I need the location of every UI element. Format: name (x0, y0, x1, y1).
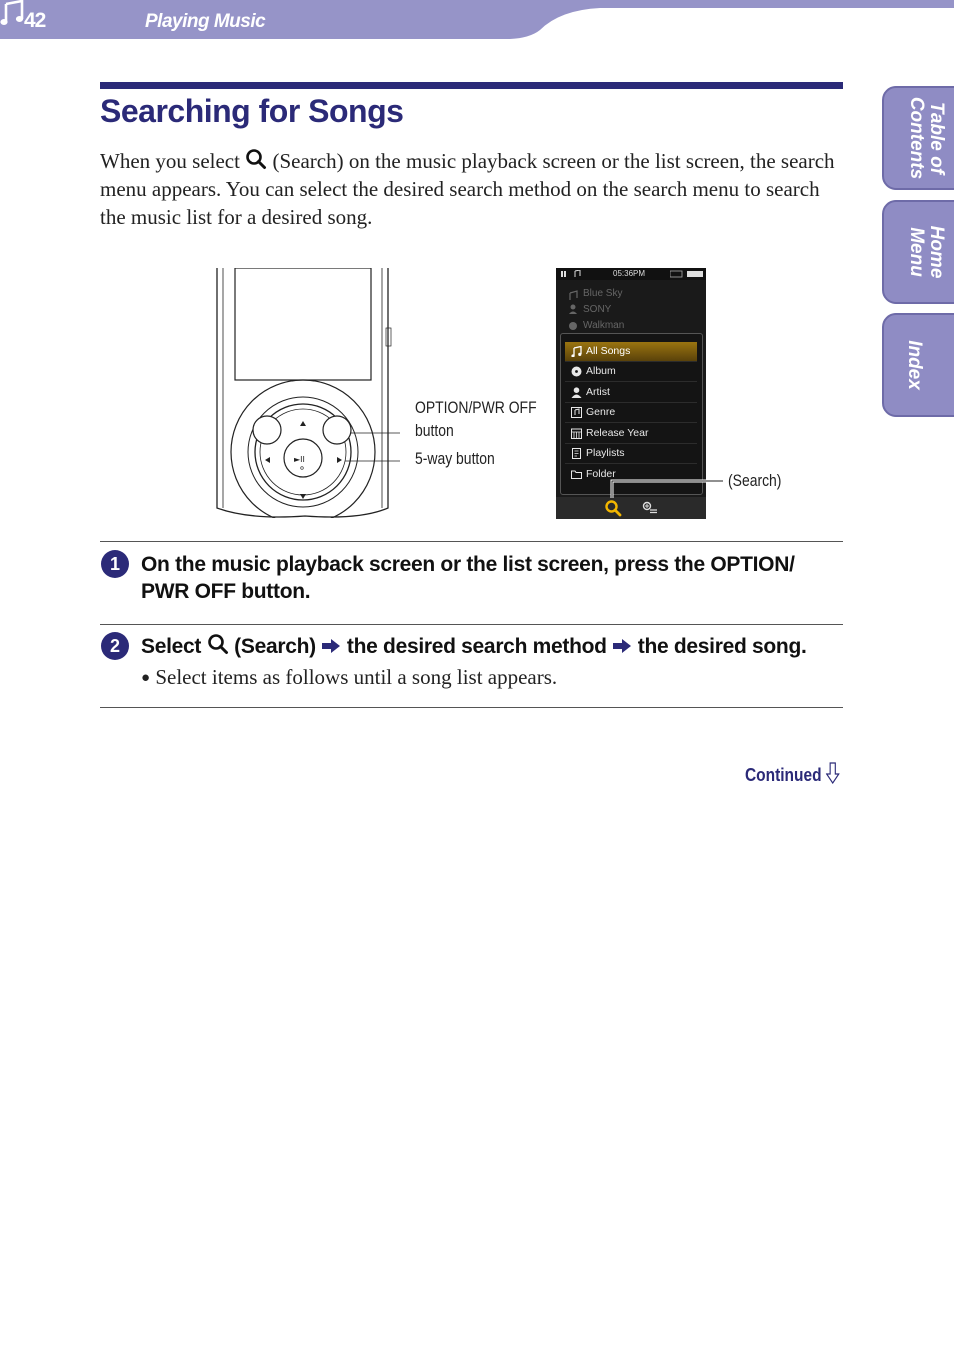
divider-2 (100, 624, 843, 625)
callout-search: (Search) (728, 471, 782, 490)
page-title: Searching for Songs (100, 93, 404, 129)
track-title: Blue Sky (583, 288, 623, 299)
arrow-down-icon (826, 762, 840, 784)
menu-item-all-songs[interactable]: All Songs (565, 342, 697, 362)
search-icon (245, 148, 267, 170)
title-rule (100, 82, 843, 89)
divider-1 (100, 541, 843, 542)
search-icon[interactable] (604, 499, 622, 517)
continued-label: Continued (745, 765, 822, 785)
step-1-line2: PWR OFF button. (141, 580, 311, 603)
menu-item-folder[interactable]: Folder (565, 465, 697, 484)
step-1-badge: 1 (101, 550, 129, 578)
music-note-icon (571, 346, 582, 357)
step-2-badge: 2 (101, 632, 129, 660)
header-band (0, 0, 954, 40)
callout-fiveway: 5-way button (415, 449, 495, 468)
step-1-line1: On the music playback screen or the list screen, press the OPTION/ (141, 553, 795, 576)
calendar-icon (571, 428, 582, 439)
music-note-icon (0, 0, 24, 26)
step-2-song: the desired song. (637, 635, 807, 658)
menu-item-release-year[interactable]: Release Year (565, 424, 697, 444)
tab-home-menu[interactable] (882, 200, 954, 304)
play-status-icon (561, 270, 581, 278)
arrow-right-icon (321, 638, 341, 654)
search-callout-line (600, 470, 725, 500)
bullet-item (141, 665, 557, 690)
status-bar (556, 268, 706, 280)
svg-text:►II: ►II (294, 455, 305, 464)
intro-text-2: (Search) on the music playback screen or the list screen, the search menu appears. You can select the desired search method on the search menu to search the music list for a desired song. (100, 149, 835, 229)
track-info-icons (568, 290, 578, 332)
menu-item-playlists[interactable]: Playlists (565, 444, 697, 464)
battery-icon (670, 270, 704, 278)
menu-item-album[interactable]: Album (565, 362, 697, 382)
track-artist: SONY (583, 304, 612, 315)
player-illustration (210, 268, 400, 518)
tab-label-toc: Table of Contents (906, 96, 947, 180)
page-header (0, 0, 954, 40)
step-2-search: (Search) (234, 635, 316, 658)
menu-item-genre[interactable]: Genre (565, 403, 697, 423)
step-1-text (141, 551, 795, 605)
intro-text-1: When you select (100, 149, 240, 173)
callout-option-line2: button (415, 421, 454, 440)
playlist-icon (571, 448, 582, 459)
step-2-method: the desired search method (346, 635, 607, 658)
divider-3 (100, 707, 843, 708)
tab-label-home: Home Menu (906, 225, 947, 279)
artist-icon (571, 387, 582, 398)
step-2-select: Select (141, 635, 202, 658)
continued-link[interactable] (745, 762, 840, 786)
callout-option-line1: OPTION/PWR OFF (415, 398, 537, 417)
album-icon (571, 366, 582, 377)
status-time: 05:36PM (613, 269, 646, 278)
bullet-text: Select items as follows until a song list appears. (155, 665, 558, 689)
screen-bottom-bar (556, 497, 706, 519)
intro-paragraph (100, 147, 845, 231)
bullet-dot: ● (141, 670, 151, 686)
tab-label-index: Index (904, 340, 925, 390)
page-number: 42 (24, 9, 46, 32)
tab-table-of-contents[interactable] (882, 86, 954, 190)
menu-item-artist[interactable]: Artist (565, 383, 697, 403)
arrow-right-icon (612, 638, 632, 654)
search-icon (207, 633, 229, 655)
section-label: Playing Music (145, 11, 266, 32)
tab-index[interactable] (882, 313, 954, 417)
step-2-text (141, 633, 807, 660)
folder-icon (571, 469, 582, 480)
option-icon[interactable] (642, 501, 658, 515)
genre-icon (571, 407, 582, 418)
track-album: Walkman (583, 320, 625, 331)
